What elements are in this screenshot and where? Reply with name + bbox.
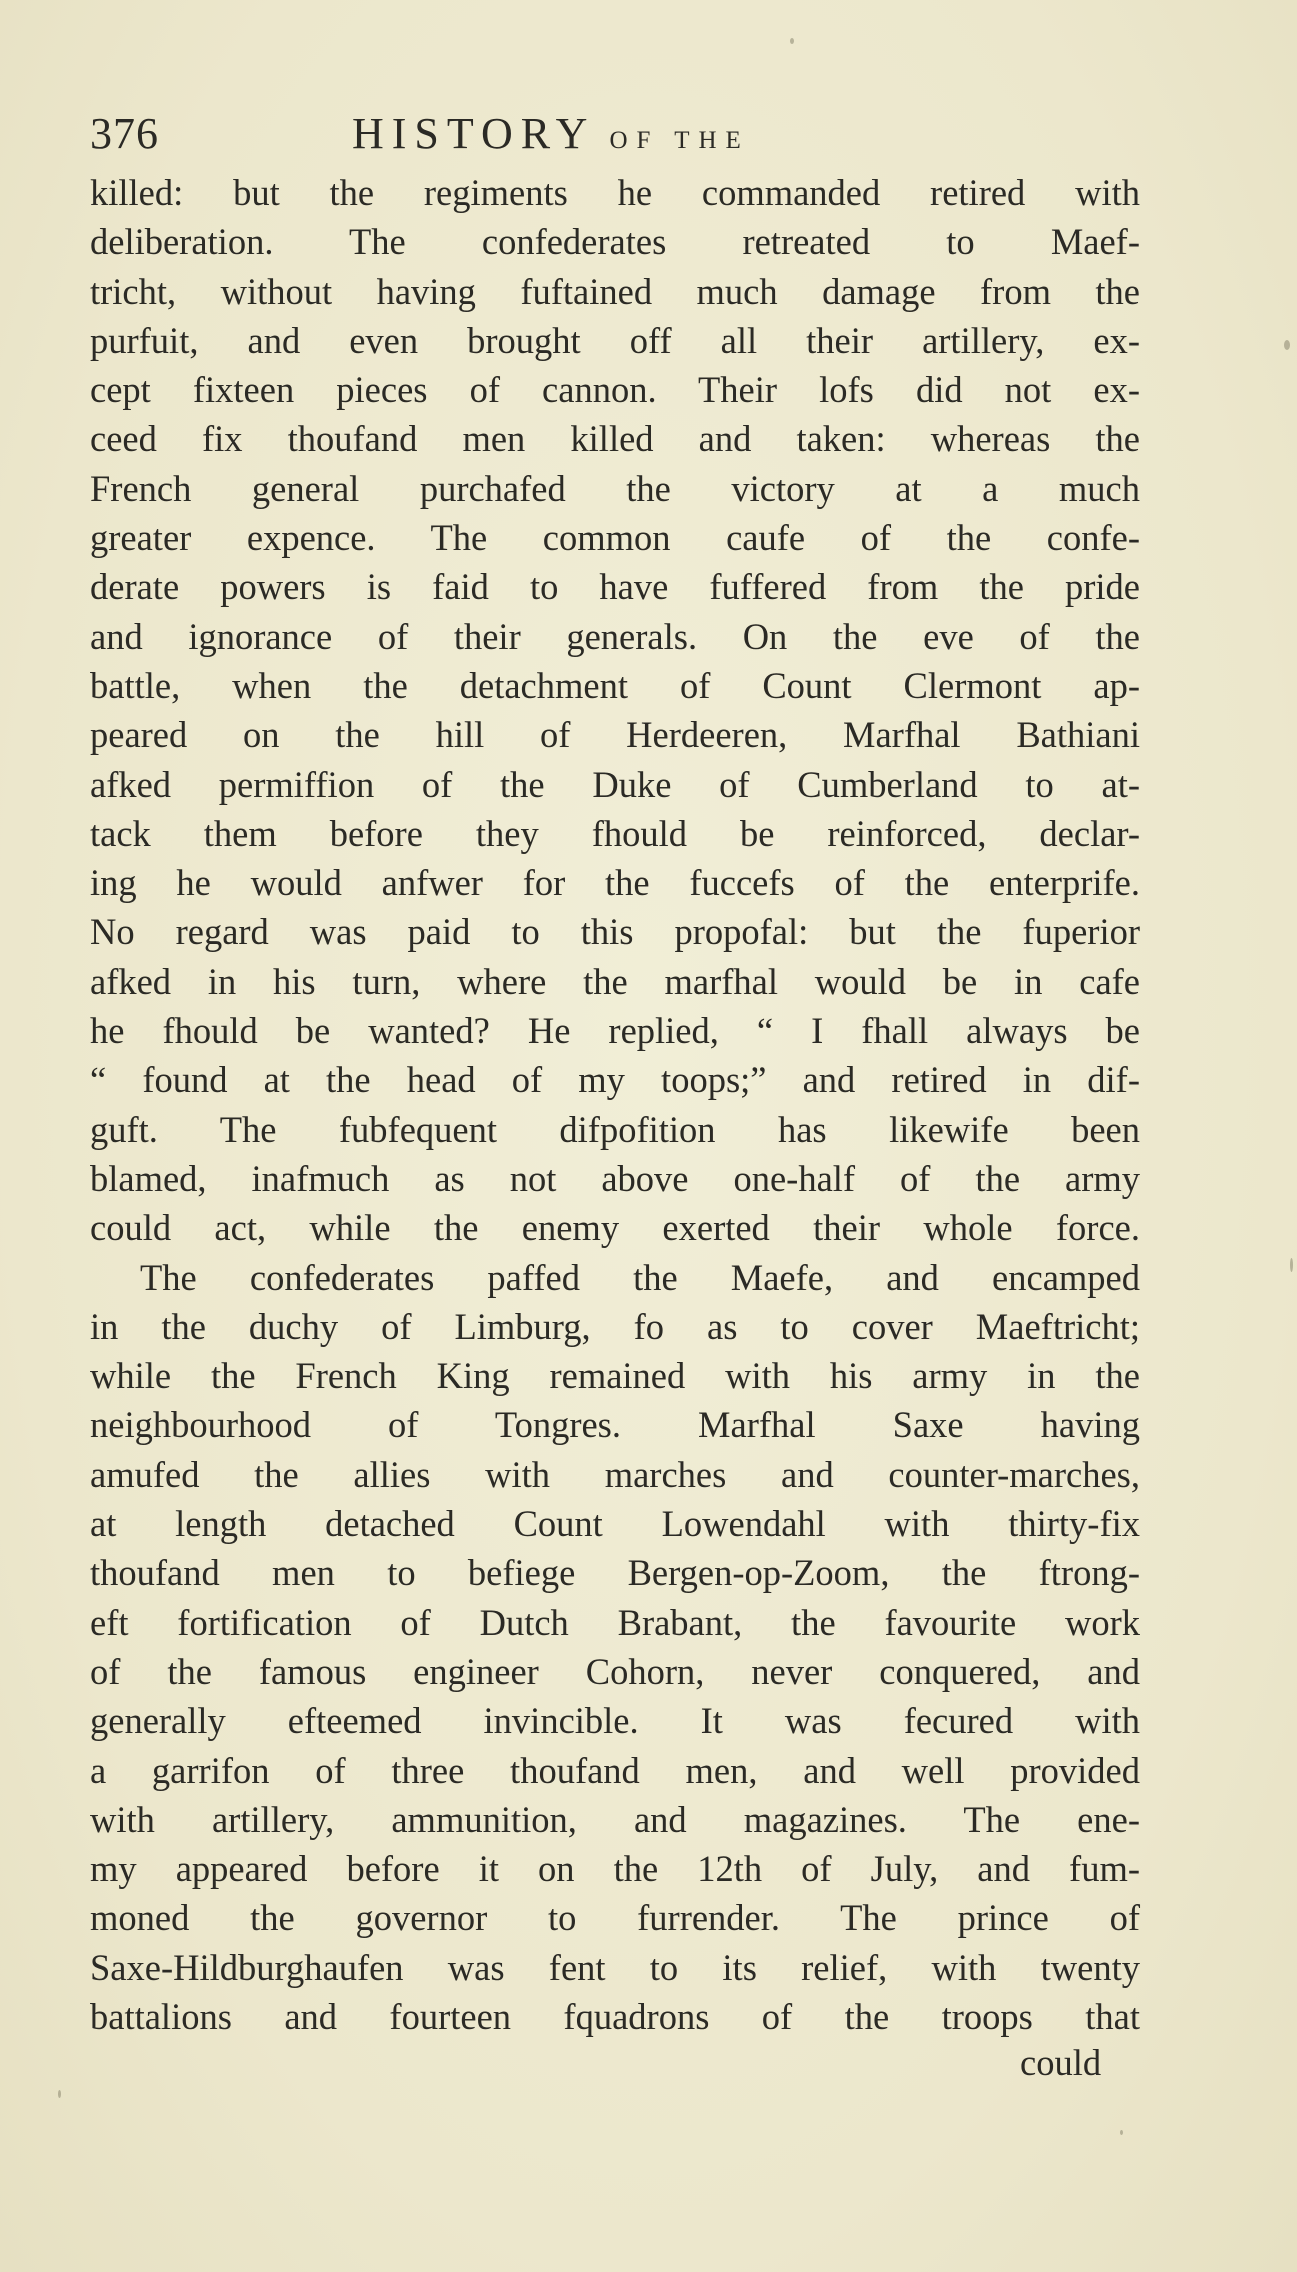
text-line: my appeared before it on the 12th of July, and fum- <box>90 1848 1140 1890</box>
text-line: No regard was paid to this propofal: but the fuperior <box>90 911 1140 953</box>
text-line: tack them before they fhould be reinforced, declar- <box>90 812 1140 854</box>
text-line: blamed, inafmuch as not above one-half of the army <box>90 1157 1140 1199</box>
text-line: killed: but the regiments he commanded retired with <box>90 172 1140 213</box>
text-line: battalions and fourteen fquadrons of the troops that <box>90 1995 1140 2037</box>
text-line: cept fixteen pieces of cannon. Their lofs did not ex- <box>90 369 1140 411</box>
text-line: “ found at the head of my toops;” and retired in dif- <box>90 1059 1140 1101</box>
text-line: could act, while the enemy exerted their whole force. <box>90 1207 1140 1249</box>
text-line: at length detached Count Lowendahl with thirty-fix <box>90 1503 1140 1545</box>
text-line: deliberation. The confederates retreated to Maef- <box>90 221 1140 263</box>
running-head-main: HISTORY <box>352 109 596 158</box>
text-line: with artillery, ammunition, and magazines. The ene- <box>90 1798 1140 1840</box>
text-line: afked permiffion of the Duke of Cumberland to at- <box>90 763 1140 805</box>
text-line: guft. The fubfequent difpofition has likewife been <box>90 1108 1140 1150</box>
text-line: French general purchafed the victory at a much <box>90 467 1140 509</box>
paper-speck <box>58 2090 61 2098</box>
text-line: purfuit, and even brought off all their artillery, ex- <box>90 319 1140 361</box>
text-line: eft fortification of Dutch Brabant, the favourite work <box>90 1601 1140 1643</box>
catchword: could <box>1020 2042 1102 2083</box>
text-line: generally efteemed invincible. It was fecured with <box>90 1700 1140 1742</box>
text-line: afked in his turn, where the marfhal would be in cafe <box>90 960 1140 1002</box>
paper-speck <box>1284 340 1290 350</box>
text-line: neighbourhood of Tongres. Marfhal Saxe having <box>90 1404 1140 1446</box>
text-line: tricht, without having fuftained much damage from the <box>90 270 1140 312</box>
text-line: in the duchy of Limburg, fo as to cover Maeftricht; <box>90 1305 1140 1347</box>
text-line: of the famous engineer Cohorn, never conquered, and <box>90 1650 1140 1692</box>
text-line: peared on the hill of Herdeeren, Marfhal Bathiani <box>90 714 1140 756</box>
paragraph-start-line: The confederates paffed the Maefe, and encamped <box>140 1256 1140 1298</box>
running-head <box>352 108 750 159</box>
text-line: he fhould be wanted? He replied, “ I fhall always be <box>90 1010 1140 1052</box>
text-line: and ignorance of their generals. On the eve of the <box>90 615 1140 657</box>
running-head-small: OF THE <box>609 127 750 154</box>
text-line: thoufand men to befiege Bergen-op-Zoom, the ftrong- <box>90 1552 1140 1594</box>
text-line: ing he would anfwer for the fuccefs of the enterprife. <box>90 862 1140 904</box>
text-line: battle, when the detachment of Count Clermont ap- <box>90 664 1140 706</box>
text-line: Saxe-Hildburghaufen was fent to its relief, with twenty <box>90 1946 1140 1988</box>
text-line: moned the governor to furrender. The prince of <box>90 1897 1140 1939</box>
text-line: while the French King remained with his army in the <box>90 1355 1140 1397</box>
body-text <box>90 168 1140 2041</box>
text-line: greater expence. The common caufe of the confe- <box>90 517 1140 559</box>
page-header <box>90 108 1140 168</box>
text-line: amufed the allies with marches and counter-marches, <box>90 1453 1140 1495</box>
paper-speck <box>790 38 794 44</box>
page-number: 376 <box>90 109 159 158</box>
text-line: ceed fix thoufand men killed and taken: whereas the <box>90 418 1140 460</box>
text-line: a garrifon of three thoufand men, and well provided <box>90 1749 1140 1791</box>
paper-speck <box>1120 2130 1123 2135</box>
text-line: derate powers is faid to have fuffered from the pride <box>90 566 1140 608</box>
paper-speck <box>1290 1258 1293 1272</box>
